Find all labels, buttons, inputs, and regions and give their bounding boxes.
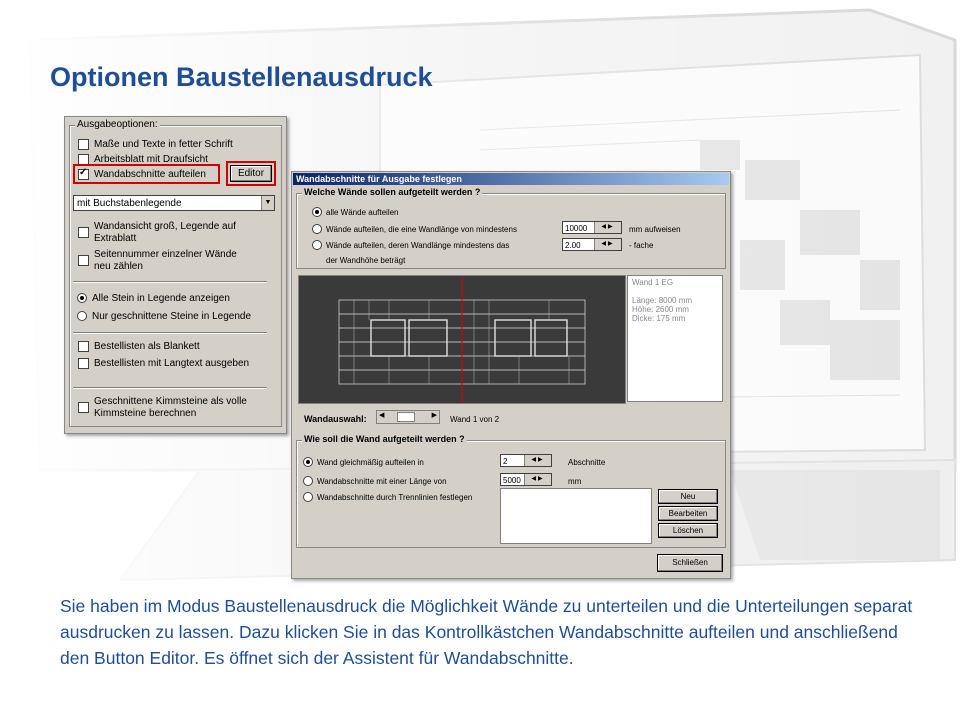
large-view-label-1: Wandansicht groß, Legende auf [94, 221, 236, 232]
divider [73, 281, 267, 283]
description-text: Sie haben im Modus Baustellenausdruck die Möglichkeit Wände zu unterteilen und die Unterteilungen separat ausdrucken zu lassen. Dazu klicken Sie in das Kontrollkästchen Wandabschnitte aufteilen und anschließend den Button Editor. Es öffnet sich der Assistent für Wandabschnitte. [60, 596, 913, 668]
split-segments-label: Wandabschnitte aufteilen [94, 169, 206, 180]
editor-button[interactable]: Editor [230, 165, 272, 182]
legend-select[interactable] [73, 195, 275, 211]
edit-button[interactable]: Bearbeiten [658, 506, 718, 521]
min-length-radio[interactable] [312, 224, 322, 234]
factor-radio[interactable] [312, 240, 322, 250]
factor-spinner[interactable] [562, 238, 622, 251]
wall-info-name: Wand 1 EG [632, 278, 674, 287]
split-segments-highlight [73, 164, 220, 184]
divider-split-radio[interactable] [303, 492, 313, 502]
wall-info-box [627, 275, 723, 402]
all-stones-label: Alle Stein in Legende anzeigen [92, 293, 230, 304]
all-walls-label: alle Wände aufteilen [326, 208, 399, 217]
length-split-radio[interactable] [303, 476, 313, 486]
length-split-value: 5000 [503, 476, 521, 485]
bold-text-label: Maße und Texte in fetter Schrift [94, 139, 233, 150]
min-length-label: Wände aufteilen, die eine Wandlänge von mindestens [326, 225, 517, 234]
blank-list-label: Bestellisten als Blankett [94, 341, 200, 352]
cut-stones-label: Nur geschnittene Steine in Legende [92, 311, 252, 322]
all-stones-radio[interactable] [77, 293, 87, 303]
min-length-value: 10000 [565, 224, 588, 233]
editor-button-highlight [226, 161, 276, 186]
dialog-titlebar: Wandabschnitte für Ausgabe festlegen [293, 173, 729, 185]
wall-segments-dialog [291, 171, 731, 579]
spinner-arrows-icon[interactable]: ◀▶ [594, 222, 621, 233]
divider [73, 332, 267, 334]
wall-scrollbar[interactable] [376, 410, 440, 424]
wall-select-value: Wand 1 von 2 [450, 415, 500, 424]
scroll-right-icon[interactable]: ▶ [431, 412, 437, 419]
kimm-stones-label-1: Geschnittene Kimmsteine als volle [94, 396, 247, 407]
equal-split-unit: Abschnitte [568, 458, 606, 467]
all-walls-radio[interactable] [312, 207, 322, 217]
equal-split-radio[interactable] [303, 457, 313, 467]
chevron-down-icon[interactable]: ▼ [261, 196, 274, 210]
equal-split-label: Wand gleichmäßig aufteilen in [317, 458, 424, 467]
divider-list[interactable] [500, 488, 652, 544]
bold-text-checkbox[interactable] [78, 139, 89, 150]
output-options-group-title: Ausgabeoptionen: [77, 119, 158, 130]
kimm-stones-label-2: Kimmsteine berechnen [94, 408, 197, 419]
delete-button[interactable]: Löschen [658, 523, 718, 538]
large-view-checkbox[interactable] [78, 227, 89, 238]
wall-preview-drawing [299, 276, 625, 403]
cut-stones-radio[interactable] [77, 311, 87, 321]
which-walls-group-title: Welche Wände sollen aufgeteilt werden ? [304, 187, 481, 197]
output-options-panel [64, 116, 287, 434]
factor-label-2: der Wandhöhe beträgt [326, 256, 406, 265]
longtext-list-label: Bestellisten mit Langtext ausgeben [94, 358, 250, 369]
page-number-checkbox[interactable] [78, 255, 89, 266]
kimm-stones-checkbox[interactable] [78, 402, 89, 413]
page-number-label-2: neu zählen [94, 261, 143, 272]
factor-value: 2.00 [565, 241, 581, 250]
close-button[interactable]: Schließen [657, 554, 723, 572]
min-length-unit: mm aufweisen [629, 225, 681, 234]
longtext-list-checkbox[interactable] [78, 358, 89, 369]
wall-info-height: Höhe: 2600 mm [632, 305, 689, 314]
length-split-label: Wandabschnitte mit einer Länge von [317, 477, 447, 486]
new-button[interactable]: Neu [658, 489, 718, 504]
plan-view-label: Arbeitsblatt mit Draufsicht [94, 154, 208, 165]
scroll-left-icon[interactable]: ◀ [379, 412, 385, 419]
split-method-group-title: Wie soll die Wand aufgeteilt werden ? [304, 434, 465, 444]
wall-preview [298, 275, 626, 404]
wall-select-label: Wandauswahl: [304, 414, 367, 424]
page-title: Optionen Baustellenausdruck [50, 62, 433, 92]
scroll-thumb[interactable] [397, 412, 415, 422]
page-number-label-1: Seitennummer einzelner Wände [94, 249, 237, 260]
spinner-arrows-icon[interactable]: ◀▶ [594, 239, 621, 250]
factor-unit: - fache [629, 241, 654, 250]
equal-split-spinner[interactable] [500, 454, 552, 467]
large-view-label-2: Extrablatt [94, 233, 137, 244]
equal-split-value: 2 [503, 457, 508, 466]
spinner-arrows-icon[interactable]: ◀▶ [524, 455, 551, 466]
spinner-arrows-icon[interactable]: ◀▶ [524, 474, 551, 485]
wall-info-thickness: Dicke: 175 mm [632, 314, 686, 323]
length-split-unit: mm [568, 477, 582, 486]
min-length-spinner[interactable] [562, 221, 622, 234]
divider-split-label: Wandabschnitte durch Trennlinien festlegen [317, 493, 473, 502]
blank-list-checkbox[interactable] [78, 341, 89, 352]
wall-info-length: Länge: 8000 mm [632, 296, 693, 305]
factor-label-1: Wände aufteilen, deren Wandlänge mindestens das [326, 241, 510, 250]
legend-select-value: mit Buchstabenlegende [77, 198, 182, 209]
length-split-spinner[interactable] [500, 473, 552, 486]
divider [73, 387, 267, 389]
